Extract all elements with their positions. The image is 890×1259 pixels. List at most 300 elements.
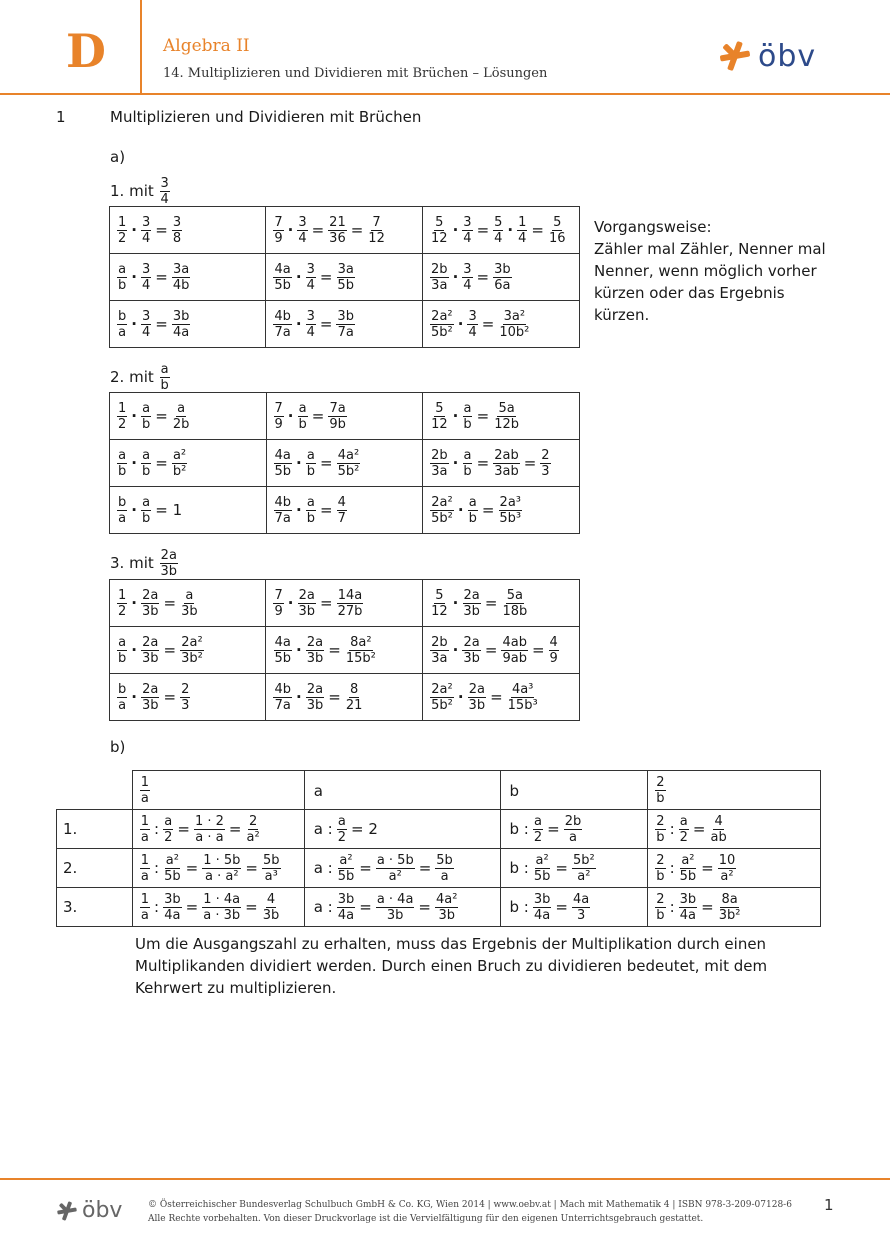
fraction: $\frac{a}{b}$ [463, 447, 472, 479]
operator: = [155, 454, 168, 472]
fraction: $\frac{4b}{7a}$ [274, 308, 291, 340]
fraction: $\frac{4}{ab}$ [710, 813, 727, 845]
fraction: $\frac{3}{4}$ [468, 308, 477, 340]
fraction: $\frac{b}{a}$ [118, 681, 127, 713]
fraction: $\frac{2}{3}$ [181, 681, 190, 713]
operator: = [481, 501, 495, 519]
fraction: $\frac{2a}{3b}$ [141, 587, 159, 619]
table-row [110, 254, 580, 301]
operator: = [311, 221, 325, 239]
fraction: $\frac{3}{4}$ [141, 308, 151, 340]
table-row [110, 674, 580, 721]
fraction: $\frac{21}{36}$ [329, 214, 346, 246]
logo-text: öbv [758, 38, 817, 74]
fraction: $\frac{3}{4}$ [306, 261, 315, 293]
fraction: $\frac{\text{2a³}}{\text{5b³}}$ [499, 494, 522, 526]
operator: = [484, 594, 498, 612]
operator: = [701, 859, 714, 877]
fraction: $\frac{1}{2}$ [118, 214, 127, 246]
operator: · [131, 268, 137, 286]
fraction: $\frac{2b}{3a}$ [431, 261, 448, 293]
group-label-1 [110, 176, 171, 207]
fraction: $\frac{2a}{3b}$ [141, 634, 159, 666]
operator: b : [509, 898, 529, 916]
operator: = [245, 859, 258, 877]
fraction: $\frac{\text{2a²}}{\text{3b²}}$ [181, 634, 203, 666]
star-icon [718, 39, 752, 73]
group-label-text: 2. mit [110, 368, 154, 386]
operator: · [287, 594, 294, 612]
fraction: $\frac{a \cdot 5b}{\text{a²}}$ [376, 852, 414, 884]
fraction: $\frac{b}{a}$ [118, 494, 127, 526]
table-cell [266, 627, 423, 674]
operator: · [287, 407, 294, 425]
table-row [110, 301, 580, 348]
fraction: $\frac{2ab}{3ab}$ [494, 447, 519, 479]
header-subtitle: 14. Multiplizieren und Dividieren mit Brüchen – Lösungen [163, 66, 548, 81]
fraction: $\frac{7}{12}$ [368, 214, 385, 246]
fraction: $\frac{7a}{9b}$ [329, 400, 346, 432]
operator: · [452, 641, 459, 659]
table-cell [266, 207, 423, 254]
operator: = [531, 641, 545, 659]
operator: · [507, 221, 514, 239]
fraction: $\frac{2}{b}$ [656, 774, 665, 806]
table-cell [266, 580, 423, 627]
operator: · [296, 454, 302, 472]
chapter-letter: D [66, 24, 106, 78]
operator: = [163, 641, 177, 659]
fraction: $\frac{1}{a}$ [140, 891, 150, 923]
section-title: Multiplizieren und Dividieren mit Brüchen [110, 108, 422, 126]
fraction: $\frac{2}{b}$ [656, 891, 665, 923]
fraction: $\frac{3a}{5b}$ [337, 261, 354, 293]
fraction: $\frac{a}{b}$ [306, 447, 316, 479]
operator: = [320, 594, 333, 612]
fraction: $\frac{2a}{3b}$ [298, 587, 315, 619]
fraction: $\frac{\text{2a²}}{\text{5b²}}$ [431, 308, 453, 340]
fraction: $\frac{7}{9}$ [274, 400, 283, 432]
table-row [57, 888, 821, 927]
operator: = [692, 820, 706, 838]
fraction: $\frac{2a}{3b}$ [463, 634, 480, 666]
fraction: $\frac{\text{a²}}{5b}$ [164, 852, 181, 884]
operator: = [320, 501, 333, 519]
fraction: $\frac{4a}{5b}$ [274, 261, 291, 293]
fraction: $\frac{5a}{12b}$ [494, 400, 520, 432]
fraction: $\frac{2}{\text{a²}}$ [246, 813, 260, 845]
operator: = [476, 221, 490, 239]
operator: = [319, 268, 333, 286]
operator: = [359, 859, 372, 877]
operator: : [669, 859, 675, 877]
operator: · [131, 454, 137, 472]
fraction: $\frac{1}{2}$ [118, 400, 127, 432]
fraction: $\frac{3}{4}$ [141, 261, 151, 293]
fraction: $\frac{3b}{4a}$ [679, 891, 697, 923]
fraction: $\frac{4ab}{9ab}$ [502, 634, 527, 666]
fraction: $\frac{a}{b}$ [468, 494, 477, 526]
table-row [57, 849, 821, 888]
table-header-row [57, 771, 821, 810]
operator: = [476, 407, 490, 425]
fraction: $\frac{1}{4}$ [518, 214, 527, 246]
table-cell [304, 849, 500, 888]
table-row [110, 440, 580, 487]
fraction: $\frac{4}{7}$ [337, 494, 346, 526]
table-cell [423, 254, 580, 301]
footer-rule [0, 1178, 890, 1180]
fraction: $\frac{3a}{4b}$ [172, 261, 190, 293]
operator: = 1 [155, 501, 183, 519]
table-row [110, 393, 580, 440]
fraction: $\frac{5}{12}$ [431, 587, 448, 619]
operator: = [418, 859, 432, 877]
table-cell [304, 888, 500, 927]
fraction: $\frac{5}{12}$ [431, 214, 448, 246]
operator: b : [509, 820, 529, 838]
publisher-logo [718, 36, 816, 76]
fraction: $\frac{3}{4}$ [141, 214, 151, 246]
page-number: 1 [824, 1196, 834, 1214]
fraction: $\frac{\text{8a²}}{\text{15b²}}$ [345, 634, 376, 666]
table-cell [266, 254, 423, 301]
operator: = [163, 594, 177, 612]
fraction: $\frac{3}{8}$ [172, 214, 182, 246]
fraction: $\frac{4a}{3}$ [572, 891, 590, 923]
fraction: $\frac{b}{a}$ [118, 308, 127, 340]
table-cell [110, 440, 267, 487]
fraction: $\frac{a}{2}$ [679, 813, 688, 845]
row-label: 2. [57, 849, 133, 888]
operator: · [287, 221, 294, 239]
table-row [110, 487, 580, 534]
operator: = [155, 221, 168, 239]
operator: · [452, 221, 459, 239]
fraction: $\frac{3b}{4a}$ [164, 891, 181, 923]
operator: · [452, 454, 459, 472]
footer-copyright [148, 1198, 792, 1226]
table-cell [266, 301, 423, 348]
group-label-3 [110, 548, 179, 579]
fraction: $\frac{\text{5b²}}{\text{a²}}$ [572, 852, 595, 884]
procedure-note [594, 216, 844, 326]
operator: b [509, 781, 520, 800]
fraction: $\frac{1 \cdot 2}{a \cdot a}$ [194, 813, 224, 845]
fraction: $\frac{a \cdot 4a}{3b}$ [376, 891, 414, 923]
table-cell [500, 849, 648, 888]
fraction: $\frac{2}{3}$ [541, 447, 550, 479]
fraction: $\frac{\text{a²}}{5b}$ [533, 852, 551, 884]
table-cell [266, 440, 423, 487]
header-divider [140, 0, 142, 93]
fraction: $\frac{1 \cdot 4a}{a \cdot 3b}$ [203, 891, 241, 923]
operator: · [296, 501, 302, 519]
operator: = [328, 641, 341, 659]
table-row [110, 627, 580, 674]
table-cell [423, 674, 580, 721]
operator: · [131, 594, 137, 612]
table-cell [266, 487, 423, 534]
table-row [110, 580, 580, 627]
table-cell [110, 393, 267, 440]
operator: : [154, 859, 160, 877]
fraction: $\frac{\text{4a²}}{3b}$ [436, 891, 458, 923]
operator: = [484, 641, 498, 659]
operator: = [163, 688, 177, 706]
table-mit-2a-3b [109, 579, 580, 721]
operator: · [452, 407, 459, 425]
fraction: $\frac{2a}{3b}$ [306, 634, 324, 666]
fraction: $\frac{4a}{5b}$ [274, 634, 292, 666]
fraction: $\frac{a}{b}$ [118, 634, 127, 666]
fraction: $\frac{3}{4}$ [463, 214, 472, 246]
operator: b : [509, 859, 529, 877]
operator: · [296, 688, 302, 706]
fraction: $\frac{1}{a}$ [140, 852, 150, 884]
fraction: $\frac{3}{4}$ [160, 176, 169, 207]
fraction: $\frac{\text{2a²}}{\text{5b²}}$ [431, 681, 453, 713]
table-cell [423, 487, 580, 534]
fraction: $\frac{a}{b}$ [141, 494, 151, 526]
fraction: $\frac{2b}{a}$ [564, 813, 582, 845]
table-cell [266, 393, 423, 440]
star-icon [56, 1200, 78, 1222]
table-cell [648, 810, 821, 849]
fraction: $\frac{a}{2}$ [533, 813, 543, 845]
fraction: $\frac{a}{b}$ [141, 447, 151, 479]
operator: = [155, 407, 168, 425]
group-label-2 [110, 362, 171, 393]
operator: = [555, 859, 568, 877]
operator: · [131, 641, 137, 659]
fraction: $\frac{4}{3b}$ [262, 891, 280, 923]
operator: = [555, 898, 568, 916]
fraction: $\frac{a}{b}$ [306, 494, 316, 526]
operator: = [476, 454, 490, 472]
fraction: $\frac{\text{4a²}}{\text{5b²}}$ [337, 447, 360, 479]
table-header-cell [304, 771, 500, 810]
table-cell [132, 888, 304, 927]
fraction: $\frac{4}{9}$ [549, 634, 558, 666]
table-cell [423, 393, 580, 440]
table-cell [266, 674, 423, 721]
operator: a : [313, 820, 333, 838]
fraction: $\frac{\text{3a²}}{\text{10b²}}$ [499, 308, 530, 340]
footer-logo [56, 1198, 122, 1223]
fraction: $\frac{1}{2}$ [118, 587, 127, 619]
operator: · [295, 268, 302, 286]
fraction: $\frac{8}{21}$ [345, 681, 363, 713]
operator: = [311, 407, 325, 425]
table-cell [648, 849, 821, 888]
fraction: $\frac{a}{b}$ [463, 400, 472, 432]
operator: · [452, 268, 459, 286]
operator: = [185, 859, 199, 877]
fraction: $\frac{14a}{27b}$ [337, 587, 363, 619]
operator: : [669, 898, 675, 916]
fraction: $\frac{5b}{\text{a³}}$ [263, 852, 280, 884]
part-b-label: b) [110, 738, 126, 756]
fraction: $\frac{\text{4a³}}{\text{15b³}}$ [507, 681, 538, 713]
operator: a [313, 781, 323, 800]
table-corner [57, 771, 133, 810]
fraction: $\frac{5}{4}$ [494, 214, 503, 246]
table-cell [110, 254, 266, 301]
fraction: $\frac{4a}{5b}$ [274, 447, 292, 479]
operator: a : [313, 898, 333, 916]
operator: = [701, 898, 714, 916]
operator: = [177, 820, 190, 838]
fraction: $\frac{2a}{3b}$ [306, 681, 324, 713]
fraction: $\frac{a}{b}$ [118, 261, 127, 293]
row-label: 3. [57, 888, 133, 927]
operator: · [131, 501, 137, 519]
table-cell [110, 207, 266, 254]
part-a-label: a) [110, 148, 126, 166]
fraction: $\frac{a}{2}$ [164, 813, 173, 845]
fraction: $\frac{2b}{3a}$ [431, 447, 448, 479]
operator: = [490, 688, 503, 706]
table-division [56, 770, 821, 927]
table-cell [110, 487, 267, 534]
operator: · [131, 407, 137, 425]
operator: · [452, 594, 459, 612]
operator: = [523, 454, 537, 472]
fraction: $\frac{a}{b}$ [160, 362, 169, 393]
table-mit-a-b [109, 392, 580, 534]
fraction: $\frac{2a}{3b}$ [463, 587, 480, 619]
group-label-text: 1. mit [110, 182, 154, 200]
fraction: $\frac{7}{9}$ [274, 587, 283, 619]
fraction: $\frac{3b}{4a}$ [533, 891, 551, 923]
explanation-text: Um die Ausgangszahl zu erhalten, muss das Ergebnis der Multiplikation durch einen Multiplikanden dividiert werden. Durch einen Bruch zu dividieren bedeutet, mit dem Kehrwert zu multiplizieren. [135, 935, 768, 997]
table-cell [132, 810, 304, 849]
operator: = [531, 221, 544, 239]
table-cell [110, 627, 266, 674]
table-header-cell [500, 771, 648, 810]
fraction: $\frac{\text{a²}}{5b}$ [337, 852, 355, 884]
table-cell [423, 580, 580, 627]
table-mit-3-4 [109, 206, 580, 348]
operator: = [328, 688, 341, 706]
fraction: $\frac{1}{a}$ [140, 774, 150, 806]
fraction: $\frac{2b}{3a}$ [431, 634, 448, 666]
table-cell [423, 627, 580, 674]
operator: = [228, 820, 242, 838]
fraction: $\frac{a}{2b}$ [172, 400, 190, 432]
fraction: $\frac{2a}{3b}$ [468, 681, 486, 713]
table-header-cell [648, 771, 821, 810]
fraction: $\frac{3b}{7a}$ [337, 308, 354, 340]
fraction: $\frac{5b}{a}$ [436, 852, 453, 884]
fraction: $\frac{3}{4}$ [298, 214, 307, 246]
procedure-note-text: Vorgangsweise: Zähler mal Zähler, Nenner mal Nenner, wenn möglich vorher kürzen oder das Ergebnis kürzen. [594, 218, 826, 324]
fraction: $\frac{1}{a}$ [140, 813, 150, 845]
table-cell [132, 849, 304, 888]
fraction: $\frac{a}{3b}$ [181, 587, 198, 619]
table-cell [423, 207, 580, 254]
operator: = [185, 898, 199, 916]
fraction: $\frac{5}{16}$ [548, 214, 566, 246]
table-cell [648, 888, 821, 927]
fraction: $\frac{10}{\text{a²}}$ [718, 852, 736, 884]
fraction: $\frac{3b}{6a}$ [494, 261, 511, 293]
fraction: $\frac{2a}{3b}$ [141, 681, 159, 713]
section-number: 1 [56, 108, 66, 126]
operator: : [154, 820, 160, 838]
fraction: $\frac{2}{b}$ [656, 813, 665, 845]
table-cell [110, 580, 266, 627]
fraction: $\frac{1 \cdot 5b}{\text{a · a²}}$ [203, 852, 241, 884]
fraction: $\frac{2}{b}$ [656, 852, 665, 884]
operator: a : [313, 859, 333, 877]
operator: = [320, 454, 333, 472]
row-label: 1. [57, 810, 133, 849]
operator: = [481, 315, 495, 333]
fraction: $\frac{\text{a²}}{5b}$ [679, 852, 697, 884]
operator: · [131, 315, 137, 333]
operator: : [154, 898, 160, 916]
fraction: $\frac{a}{2}$ [337, 813, 346, 845]
group-label-text: 3. mit [110, 554, 154, 572]
fraction: $\frac{\text{2a²}}{\text{5b²}}$ [431, 494, 453, 526]
operator: · [457, 315, 464, 333]
fraction: $\frac{5}{12}$ [431, 400, 448, 432]
operator: · [295, 315, 302, 333]
operator: · [296, 641, 302, 659]
fraction: $\frac{2a}{3b}$ [160, 548, 178, 579]
fraction: $\frac{a}{b}$ [141, 400, 151, 432]
table-header-cell [132, 771, 304, 810]
fraction: $\frac{a}{b}$ [118, 447, 127, 479]
operator: = [350, 221, 364, 239]
fraction: $\frac{a}{b}$ [298, 400, 307, 432]
table-row [110, 207, 580, 254]
table-cell [423, 440, 580, 487]
operator: = [245, 898, 258, 916]
fraction: $\frac{\text{a²}}{\text{b²}}$ [172, 447, 187, 479]
operator: = [476, 268, 490, 286]
table-cell [423, 301, 580, 348]
fraction: $\frac{4b}{7a}$ [274, 494, 292, 526]
operator: = [418, 898, 431, 916]
footer-line-1: © Österreichischer Bundesverlag Schulbuch GmbH & Co. KG, Wien 2014 | www.oebv.at | Mach mit Mathematik 4 | ISBN 978-3-209-07128-6 [148, 1200, 792, 1210]
table-row [57, 810, 821, 849]
page-header [0, 0, 890, 95]
fraction: $\frac{3b}{4a}$ [172, 308, 190, 340]
operator: = [319, 315, 333, 333]
operator: = [155, 315, 168, 333]
operator: · [457, 688, 464, 706]
table-cell [110, 301, 266, 348]
fraction: $\frac{5a}{18b}$ [502, 587, 528, 619]
operator: = [359, 898, 372, 916]
operator: · [131, 688, 137, 706]
table-cell [500, 888, 648, 927]
operator: = [155, 268, 168, 286]
fraction: $\frac{3}{4}$ [306, 308, 315, 340]
table-cell [500, 810, 648, 849]
operator: · [131, 221, 137, 239]
fraction: $\frac{8a}{\text{3b²}}$ [718, 891, 741, 923]
header-title: Algebra II [163, 36, 250, 56]
fraction: $\frac{3b}{4a}$ [337, 891, 355, 923]
footer-logo-text: öbv [82, 1198, 123, 1223]
footer-line-2: Alle Rechte vorbehalten. Von dieser Druckvorlage ist die Vervielfältigung für den eigenen Unterrichtsgebrauch gestattet. [148, 1214, 704, 1224]
operator: = 2 [350, 820, 378, 838]
header-rule [0, 93, 890, 95]
